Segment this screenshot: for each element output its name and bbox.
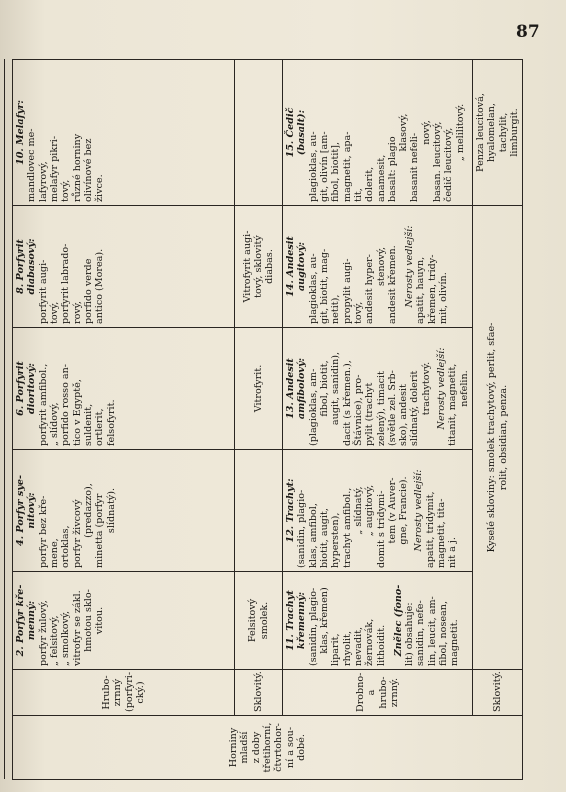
group-fresh-cell: Horniny mladší z doby třetihorní, čtvrtohor- ní a sou- dobé. bbox=[13, 716, 523, 780]
page-number: 87 bbox=[516, 22, 540, 42]
cell-porfyr-kremenny: 2. Porfyr kře- menný: porfyr žulový, „ felsitový, „ smolkový, vitrofyr se zákl. hmotou sklo- vitou. bbox=[13, 572, 235, 670]
cell-andesit-amfibolovy: 13. Andesit amfibolový: (plagioklas, am- fibol, biotit, augit, sanidin), dacit (s křemen.), Štávnice), pro- pylit (trachyt zelený), timacit (světle zel. Srb- sko), andesit slídnatý, dolerit trachytový. Nerosty vedlejší: titanit, magnetit, nefelin. bbox=[283, 328, 473, 450]
cell-melafyr: 10. Melafyr: mandlovec me- lafyrový, melafyr pikri- tový, různé horniny olivínové bez živce. bbox=[13, 60, 235, 206]
cell-cedic-basalt: 15. Čedič (basalt): plagioklas, au- git, olivín [am- fibol, biotit], magnetit, apa- tit, dolerit, anamesit, basalt: plagio klasový, basanit nefeli- nový, basan. leucitový, čedič leucitový, „ melilitový. bbox=[283, 60, 473, 206]
rowlabel-glassy-2: Sklovitý. bbox=[473, 670, 523, 716]
cell-porfyr-syenitovy: 4. Porfyr sye- nitový: porfyr bez kře- mene, ortoklas, porfyr živcový (predazzo), minetta (porfyr slídnatý). bbox=[13, 450, 235, 572]
petrography-table-rotated bbox=[4, 60, 520, 780]
cell-penza-leucitova: Penza leucitová, hyalomelan, tachylit, limburgit. bbox=[473, 60, 523, 206]
petrography-table bbox=[4, 59, 523, 780]
rowlabel-fine: Drobno- a hrubo- zrnný. bbox=[283, 670, 473, 716]
cell-felsitovy-smolek: Felsitový smolek. bbox=[235, 572, 283, 670]
rowlabel-coarse: Hrubo- zrnný (porfyri- cký.) bbox=[13, 670, 235, 716]
cell-trachyt-kremenny: 11. Trachyt křemenný: (sanidin, plagio- klas, křemen) liparit, rhyolit, nevadit, žernovák, lithoidit. Znělec (fono- lit) obsahuje: sanidin, nefe- lin, leucit, am- fibol, nosean, magnetit. bbox=[283, 572, 473, 670]
cell-porfyrit-diabasovy: 8. Porfyrit diabasový: porfyrit augi- tový, porfyrit labrado- rový, porfido verde antico (Morea). bbox=[13, 206, 235, 328]
rowlabel-glassy-1: Sklovitý. bbox=[235, 670, 283, 716]
cell-porfyrit-dioritovy: 6. Porfyrit dioritový: porfyrit amfibol., „ slídový, porfido rosso an- tico v Egyptě, suldenit, ortlerit, felsofyrit. bbox=[13, 328, 235, 450]
cell-empty-glassy bbox=[235, 450, 283, 572]
cell-trachyt: 12. Trachyt: (sanidin, plagio- klas, amfibol, biotit, augit, hypersten), trachyt amfibol., „ slídnatý, „ augitový, domit s tridymi- tem (v Auver- gne, Francie). Nerosty vedlejší: apatit, tridymit, magnetit, tita- nit a j. bbox=[283, 450, 473, 572]
cell-vitrofyrit-augitovy: Vitrofyrit augi- tový, sklovitý diabas. bbox=[235, 206, 283, 328]
cell-empty-melafyr-glassy bbox=[235, 60, 283, 206]
cell-andesit-augitovy: 14. Andesit augitový: plagioklas, au- git, biotit, mag- netit), propylit augi- tový, andesit hyper- stenový, andesit křemen. Nerosty vedlejší: apatit, hauyn, křemen, tridy- mit, olivín. bbox=[283, 206, 473, 328]
cell-kysele-skloviny: Kyselé skloviny: smolek trachytový, perlit, sfae- rolit, obsidian, penza. bbox=[473, 206, 523, 670]
cell-vitrofyrit: Vitrofyrit. bbox=[235, 328, 283, 450]
rotated-table-frame bbox=[4, 60, 562, 780]
